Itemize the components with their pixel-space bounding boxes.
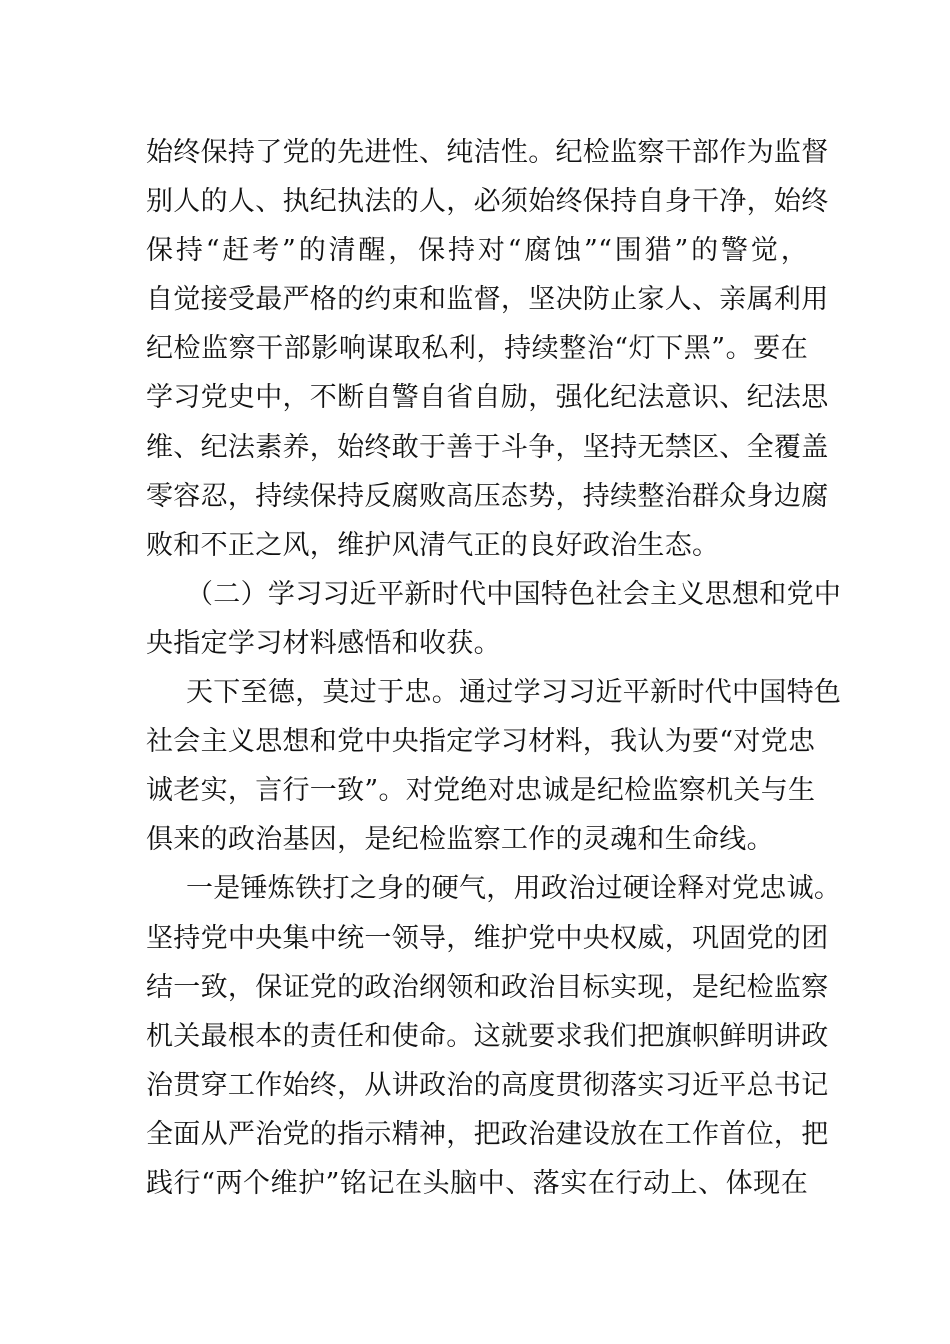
text-line: 别人的人、执纪执法的人，必须始终保持自身干净，始终 — [146, 186, 829, 218]
paragraph-4 — [146, 864, 842, 1208]
text-line: 天下至德，莫过于忠。通过学习习近平新时代中国特色 — [186, 677, 842, 709]
text-line: 诚老实，言行一致”。对党绝对忠诚是纪检监察机关与生 — [146, 775, 816, 807]
text-line: 社会主义思想和党中央指定学习材料，我认为要“对党忠 — [146, 726, 816, 758]
text-line: 俱来的政治基因，是纪检监察工作的灵魂和生命线。 — [146, 824, 774, 856]
text-line: 纪检监察干部影响谋取私利，持续整治“灯下黑”。要在 — [146, 333, 808, 365]
text-line: 一是锤炼铁打之身的硬气，用政治过硬诠释对党忠诚。 — [186, 873, 842, 905]
text-line: 坚持党中央集中统一领导，维护党中央权威，巩固党的团 — [146, 922, 829, 954]
text-line: 结一致，保证党的政治纲领和政治目标实现，是纪检监察 — [146, 971, 829, 1003]
text-line: 学习党史中，不断自警自省自励，强化纪法意识、纪法思 — [146, 382, 829, 414]
text-line: 败和不正之风，维护风清气正的良好政治生态。 — [146, 529, 720, 561]
text-line: 践行“两个维护”铭记在头脑中、落实在行动上、体现在 — [146, 1167, 808, 1199]
text-line: （二）学习习近平新时代中国特色社会主义思想和党中 — [186, 578, 842, 610]
text-line: 治贯穿工作始终，从讲政治的高度贯彻落实习近平总书记 — [146, 1069, 829, 1101]
document-body — [146, 128, 842, 1208]
text-line: 自觉接受最严格的约束和监督，坚决防止家人、亲属利用 — [146, 284, 829, 316]
paragraph-1 — [146, 128, 829, 570]
text-line: 央指定学习材料感悟和收获。 — [146, 627, 501, 659]
paragraph-2-heading — [146, 570, 842, 668]
text-line: 机关最根本的责任和使命。这就要求我们把旗帜鲜明讲政 — [146, 1020, 829, 1052]
text-line: 保持“赶考”的清醒，保持对“腐蚀”“围猎”的警觉， — [146, 235, 808, 267]
text-line: 维、纪法素养，始终敢于善于斗争，坚持无禁区、全覆盖 — [146, 431, 829, 463]
paragraph-3 — [146, 668, 842, 864]
text-line: 始终保持了党的先进性、纯洁性。纪检监察干部作为监督 — [146, 137, 829, 168]
text-line: 零容忍，持续保持反腐败高压态势，持续整治群众身边腐 — [146, 480, 829, 512]
text-line: 全面从严治党的指示精神，把政治建设放在工作首位，把 — [146, 1118, 829, 1150]
